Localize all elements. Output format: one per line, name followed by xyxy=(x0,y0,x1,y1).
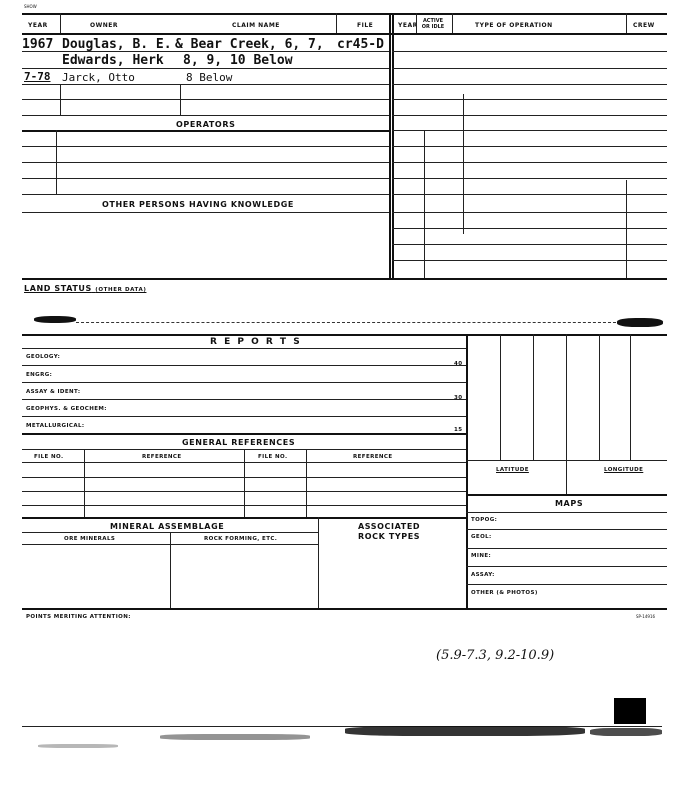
map-topog: TOPOG: xyxy=(471,517,498,523)
row-rule xyxy=(22,348,466,349)
col-year2-header: YEAR xyxy=(398,22,418,29)
col-rule xyxy=(180,84,181,115)
row-rule xyxy=(22,162,389,163)
right-row-rule xyxy=(392,68,667,69)
scan-smear xyxy=(590,728,662,736)
owner-name-2: Edwards, Herk xyxy=(62,53,164,68)
grid-row xyxy=(466,460,667,461)
owner-name-3: Jarck, Otto xyxy=(62,71,135,84)
grid-col xyxy=(599,334,600,460)
grid-row xyxy=(466,584,667,585)
grid-row xyxy=(466,529,667,530)
owner-year-1: 1967 xyxy=(22,37,54,52)
reports-bottom-rule xyxy=(22,608,667,610)
row-rule xyxy=(22,178,389,179)
main-divider xyxy=(389,13,391,280)
mineral-assemblage-heading: MINERAL ASSEMBLAGE xyxy=(110,522,225,531)
row-rule xyxy=(22,517,466,519)
col-year-header: YEAR xyxy=(28,22,48,29)
grid-row xyxy=(466,566,667,567)
report-label-geology: GEOLOGY: xyxy=(26,354,61,360)
row-rule xyxy=(22,51,389,52)
row-rule xyxy=(22,399,466,400)
right-col-rule xyxy=(424,130,425,278)
right-row-rule xyxy=(392,146,667,147)
ink-smear xyxy=(617,318,663,327)
header-rule xyxy=(22,33,667,35)
grid-row xyxy=(466,548,667,549)
handwritten-note: (5.9-7.3, 9.2-10.9) xyxy=(436,648,555,663)
col-operation-header: TYPE OF OPERATION xyxy=(475,22,553,29)
right-col-rule xyxy=(626,180,627,278)
hdr-sep xyxy=(336,13,337,33)
right-row-rule xyxy=(392,178,667,179)
owner-name-1: Douglas, B. E. xyxy=(62,37,172,52)
right-row-rule xyxy=(392,115,667,116)
scan-smear xyxy=(345,726,585,736)
row-rule xyxy=(22,416,466,417)
col-rule xyxy=(84,449,85,517)
col-rule xyxy=(170,532,171,608)
general-refs-heading: GENERAL REFERENCES xyxy=(182,438,296,447)
ink-smear xyxy=(34,316,76,323)
associated-rock-heading: ASSOCIATED ROCK TYPES xyxy=(358,522,421,541)
maps-top-rule xyxy=(466,494,667,496)
top-rule xyxy=(22,13,667,15)
right-col-rule xyxy=(463,94,464,234)
claim-name-2: 8, 9, 10 Below xyxy=(183,53,293,68)
col-active-header: ACTIVE OR IDLE xyxy=(421,18,445,30)
scan-smear xyxy=(160,734,310,740)
col-claim-header: CLAIM NAME xyxy=(232,22,280,29)
corner-note: SHOW xyxy=(24,4,37,9)
row-rule xyxy=(22,146,389,147)
report-num-assay: 30 xyxy=(454,395,463,401)
grid-col xyxy=(566,334,567,494)
ref-col-reference: REFERENCE xyxy=(142,454,182,460)
land-status-heading: LAND STATUS (OTHER DATA) xyxy=(24,284,147,293)
scan-smear xyxy=(38,744,118,748)
rock-forming-header: ROCK FORMING, ETC. xyxy=(204,536,278,542)
black-square xyxy=(614,698,646,724)
operators-rule xyxy=(22,130,389,132)
hdr-sep xyxy=(626,13,627,33)
file-1: cr45-D xyxy=(337,37,384,52)
map-assay: ASSAY: xyxy=(471,572,495,578)
grid-row xyxy=(466,512,667,513)
col-rule xyxy=(306,449,307,517)
grid-col xyxy=(500,334,501,460)
col-owner-header: OWNER xyxy=(90,22,118,29)
row-rule xyxy=(22,115,389,116)
reports-top-rule xyxy=(22,334,667,336)
col-crew-header: CREW xyxy=(633,22,655,29)
col-rule xyxy=(318,517,319,608)
row-rule xyxy=(22,365,466,366)
operators-heading: OPERATORS xyxy=(176,120,236,129)
grid-col xyxy=(533,334,534,460)
hdr-sep xyxy=(452,13,453,33)
right-row-rule xyxy=(392,130,667,131)
row-rule xyxy=(22,84,389,85)
other-persons-heading: OTHER PERSONS HAVING KNOWLEDGE xyxy=(102,200,294,209)
claim-name-1: & Bear Creek, 6, 7, xyxy=(175,37,324,52)
right-row-rule xyxy=(392,162,667,163)
row-rule xyxy=(22,68,389,69)
land-status-sub: (OTHER DATA) xyxy=(95,287,147,293)
row-rule xyxy=(22,194,389,195)
right-row-rule xyxy=(392,99,667,100)
dash-rule xyxy=(76,322,616,323)
claim-name-3: 8 Below xyxy=(186,71,233,84)
col-rule xyxy=(244,449,245,517)
row-rule xyxy=(22,99,389,100)
grid-col xyxy=(630,334,631,460)
owner-table-bottom xyxy=(22,278,667,280)
reports-heading: R E P O R T S xyxy=(210,337,302,347)
row-rule xyxy=(22,433,466,435)
report-num-geology: 40 xyxy=(454,361,463,367)
maps-heading: MAPS xyxy=(555,499,584,508)
map-other: OTHER (& PHOTOS) xyxy=(471,590,538,596)
points-heading: POINTS MERITING ATTENTION: xyxy=(26,614,131,620)
owner-year-3: 7-78 xyxy=(24,70,51,83)
report-label-geophys: GEOPHYS. & GEOCHEM: xyxy=(26,406,107,412)
row-rule xyxy=(22,382,466,383)
ref-col-reference-2: REFERENCE xyxy=(353,454,393,460)
form-number: SP-14916 xyxy=(636,614,656,619)
report-label-metallurgical: METALLURGICAL: xyxy=(26,423,85,429)
hdr-sep xyxy=(60,13,61,33)
right-row-rule xyxy=(392,51,667,52)
report-label-assay: ASSAY & IDENT: xyxy=(26,389,81,395)
map-mine: MINE: xyxy=(471,553,492,559)
row-rule xyxy=(22,212,389,213)
right-row-rule xyxy=(392,84,667,85)
longitude-label: LONGITUDE xyxy=(604,467,644,473)
col-rule xyxy=(56,130,57,194)
col-file-header: FILE xyxy=(357,22,374,29)
ref-col-file-no: FILE NO. xyxy=(34,454,64,460)
hdr-sep xyxy=(416,13,417,33)
report-num-metallurgical: 15 xyxy=(454,427,463,433)
map-geol: GEOL: xyxy=(471,534,492,540)
col-rule xyxy=(60,84,61,115)
latitude-label: LATITUDE xyxy=(496,467,529,473)
ref-col-file-no-2: FILE NO. xyxy=(258,454,288,460)
report-label-engrg: ENGRG: xyxy=(26,372,53,378)
ore-minerals-header: ORE MINERALS xyxy=(64,536,116,542)
